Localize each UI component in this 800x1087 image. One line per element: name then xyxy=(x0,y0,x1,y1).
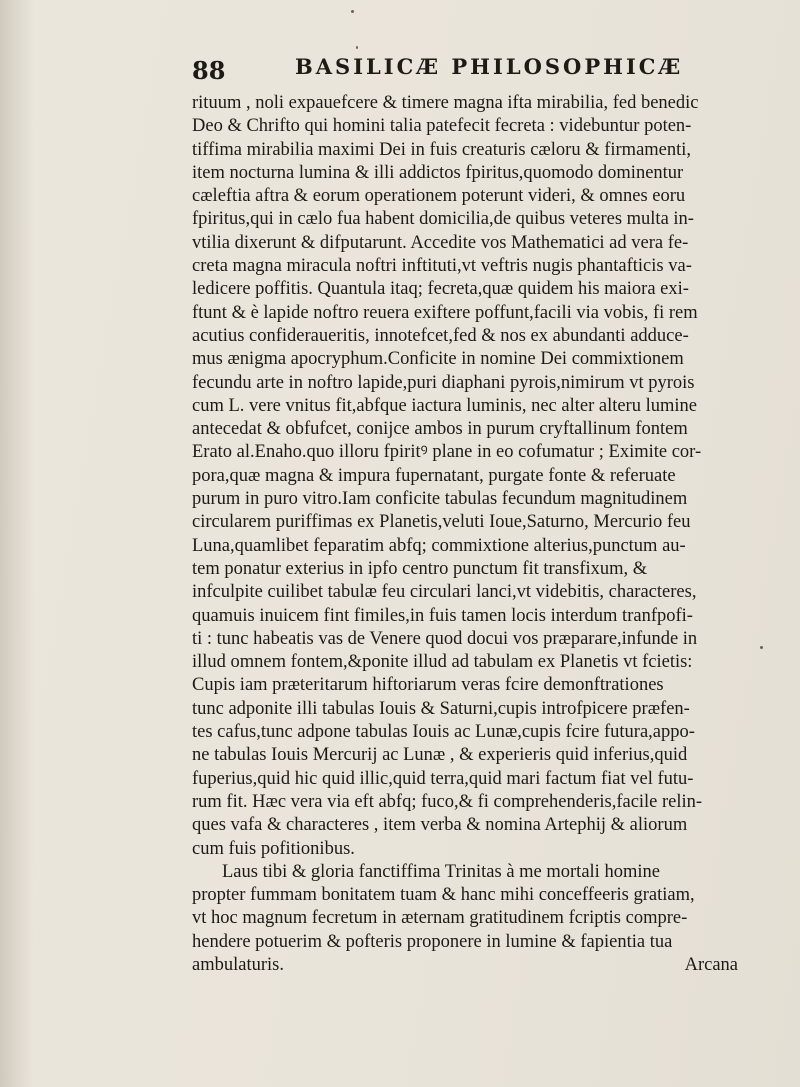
text-line: item nocturna lumina & illi addictos fpiritus,quomodo dominentur xyxy=(192,162,684,183)
text-line: circularem puriffimas ex Planetis,veluti Ioue,Saturno, Mercurio feu xyxy=(192,512,691,533)
text-line: Cupis iam præteritarum hiftoriarum veras fcire demonftrationes xyxy=(192,675,664,696)
last-text-line xyxy=(192,954,748,977)
text-line: antecedat & obfufcet, conijce ambos in purum cryftallinum fontem xyxy=(192,419,688,440)
text-line: fecundu arte in noftro lapide,puri diaphani pyrois,nimirum vt pyrois xyxy=(192,372,695,393)
text-line: propter fummam bonitatem tuam & hanc mihi conceffeeris gratiam, xyxy=(192,885,695,906)
paragraph-start-line: Laus tibi & gloria fanctiffima Trinitas à me mortali homine xyxy=(222,861,660,882)
text-line: cæleftia aftra & eorum operationem poterunt videri, & omnes eoru xyxy=(192,186,686,207)
text-line: vt hoc magnum fecretum in æternam gratitudinem fcriptis compre- xyxy=(192,908,688,929)
text-line: cum fuis pofitionibus. xyxy=(192,838,355,859)
text-line: pora,quæ magna & impura fupernatant, purgate fonte & referuate xyxy=(192,465,676,486)
text-line: purum in puro vitro.Iam conficite tabulas fecundum magnitudinem xyxy=(192,489,688,510)
text-line: mus ænigma apocryphum.Conficite in nomine Dei commixtionem xyxy=(192,349,684,370)
paper-speck xyxy=(356,46,358,49)
text-line: tunc adponite illi tabulas Iouis & Saturni,cupis introfpicere præfen- xyxy=(192,698,690,719)
text-line: tiffima mirabilia maximi Dei in fuis creaturis cæloru & firmamenti, xyxy=(192,139,692,160)
page-gutter-shadow xyxy=(0,0,34,1087)
page-number: 88 xyxy=(192,56,226,85)
body-text xyxy=(192,92,748,977)
text-line: ledicere poffitis. Quantula itaq; fecreta,quæ quidem his maiora exi- xyxy=(192,279,689,300)
page-header xyxy=(192,50,712,86)
text-line: Erato al.Enaho.quo illoru fpiritꝰ plane in eo cofumatur ; Eximite cor- xyxy=(192,442,702,463)
text-line: Deo & Chrifto qui homini talia patefecit fecreta : videbuntur poten- xyxy=(192,116,692,137)
text-line: hendere potuerim & pofteris proponere in lumine & fapientia tua xyxy=(192,931,673,952)
running-head: BASILICÆ PHILOSOPHICÆ xyxy=(295,54,684,79)
text-line: ques vafa & characteres , item verba & nomina Artephij & aliorum xyxy=(192,815,688,836)
text-line: infculpite cuilibet tabulæ feu circulari lanci,vt videbitis, characteres, xyxy=(192,582,697,603)
text-line: ti : tunc habeatis vas de Venere quod docui vos præparare,infunde in xyxy=(192,628,698,649)
text-line: tes cafus,tunc adpone tabulas Iouis ac Lunæ,cupis fcire futura,appo- xyxy=(192,722,695,743)
text-line: vtilia dixerunt & difputarunt. Accedite vos Mathematici ad vera fe- xyxy=(192,232,689,253)
catchword: Arcana xyxy=(684,954,738,975)
text-line: cum L. vere vnitus fit,abfque iactura luminis, nec alter alteru lumine xyxy=(192,395,697,416)
text-line: rituum , noli expauefcere & timere magna ifta mirabilia, fed benedic xyxy=(192,93,699,113)
paper-speck xyxy=(760,646,763,649)
text-line: fuperius,quid hic quid illic,quid terra,quid mari factum fiat vel futu- xyxy=(192,768,694,789)
text-line: illud omnem fontem,&ponite illud ad tabulam ex Planetis vt fcietis: xyxy=(192,652,693,673)
text-line: quamuis inuicem fint fimiles,in fuis tamen locis interdum tranfpofi- xyxy=(192,605,693,626)
text-line: rum fit. Hæc vera via eft abfq; fuco,& fi comprehenderis,facile relin- xyxy=(192,791,703,812)
text-line: ne tabulas Iouis Mercurij ac Lunæ , & experieris quid inferius,quid xyxy=(192,745,688,766)
text-line: tem ponatur exterius in ipfo centro punctum fit transfixum, & xyxy=(192,558,648,579)
last-line-text: ambulaturis. xyxy=(192,954,284,975)
paper-speck xyxy=(351,10,354,13)
text-line: ftunt & è lapide noftro reuera exiftere poffunt,facili via vobis, fi rem xyxy=(192,302,698,323)
text-line: creta magna miracula noftri inftituti,vt veftris nugis phantafticis va- xyxy=(192,256,692,277)
text-line: fpiritus,qui in cælo fua habent domicilia,de quibus veteres multa in- xyxy=(192,209,694,230)
text-line: Luna,quamlibet feparatim abfq; commixtione alterius,punctum au- xyxy=(192,535,686,556)
text-line: acutius confideraueritis, innotefcet,fed & nos ex abundanti adduce- xyxy=(192,325,689,346)
